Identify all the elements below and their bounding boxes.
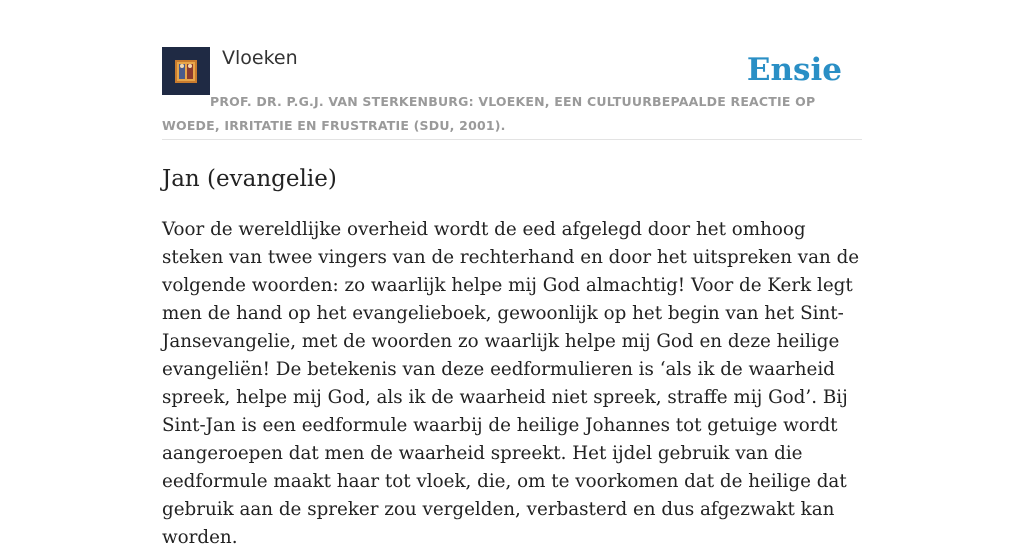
- header: [162, 46, 862, 140]
- author-name[interactable]: Vloeken: [222, 47, 298, 69]
- brand-logo[interactable]: Ensie: [746, 52, 842, 88]
- author-avatar[interactable]: [162, 47, 210, 95]
- article-title: Jan (evangelie): [162, 166, 337, 192]
- source-citation: PROF. DR. P.G.J. VAN STERKENBURG: VLOEKEN, EEN CULTUURBEPAALDE REACTIE OP WOEDE, IRRITATIE EN FRUSTRATIE (SDU, 2001).: [162, 94, 816, 133]
- article-body: Voor de wereldlijke overheid wordt de eed afgelegd door het omhoog steken van twee vingers van de rechterhand en door het uitspreken van de volgende woorden: zo waarlijk helpe mij God almachtig! Voor de Kerk legt men de hand op het evangelieboek, gewoonlijk op het begin van het Sint-Jansevangelie, met de woorden zo waarlijk helpe mij God en deze heilige evangeliën! De betekenis van deze eedformulieren is ‘als ik de waarheid spreek, helpe mij God, als ik de waarheid niet spreek, straffe mij God’. Bij Sint-Jan is een eedformule waarbij de heilige Johannes tot getuige wordt aangeroepen dat men de waarheid spreekt. Het ijdel gebruik van die eedformule maakt haar tot vloek, die, om te voorkomen dat de heilige dat gebruik aan de spreker zou vergelden, verbasterd en dus afgezwakt kan worden.: [162, 219, 860, 548]
- book-cover-icon: [162, 47, 210, 95]
